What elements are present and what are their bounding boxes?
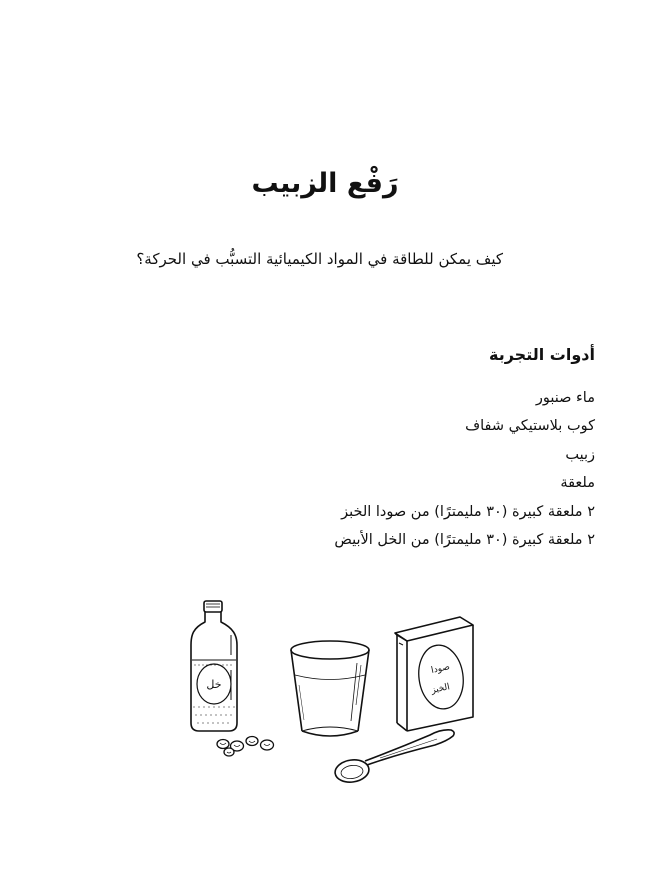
box-label-line-1: صودا xyxy=(430,662,451,676)
material-item: ٢ ملعقة كبيرة (٣٠ مليمترًا) من الخل الأبيض xyxy=(334,532,595,549)
materials-heading: أدوات التجربة xyxy=(489,345,595,364)
materials-illustration xyxy=(175,595,485,810)
page-title: رَفْع الزبيب xyxy=(251,168,399,199)
material-item: ملعقة xyxy=(560,475,595,492)
vinegar-bottle-illustration xyxy=(191,601,237,731)
material-item: ماء صنبور xyxy=(535,390,595,406)
spoon-illustration xyxy=(334,730,454,784)
baking-soda-box-illustration xyxy=(395,617,473,731)
material-item: ٢ ملعقة كبيرة (٣٠ مليمترًا) من صودا الخبز xyxy=(341,503,595,520)
box-label-line-2: الخبز xyxy=(430,682,451,696)
materials-list xyxy=(334,384,595,554)
plastic-cup-illustration xyxy=(291,641,369,736)
bottle-label-text: خل xyxy=(206,678,222,691)
raisins-illustration xyxy=(217,737,274,757)
material-item: كوب بلاستيكي شفاف xyxy=(465,418,595,435)
guiding-question: كيف يمكن للطاقة في المواد الكيميائية التسبُّب في الحركة؟ xyxy=(136,250,503,268)
material-item: زبيب xyxy=(565,446,595,463)
